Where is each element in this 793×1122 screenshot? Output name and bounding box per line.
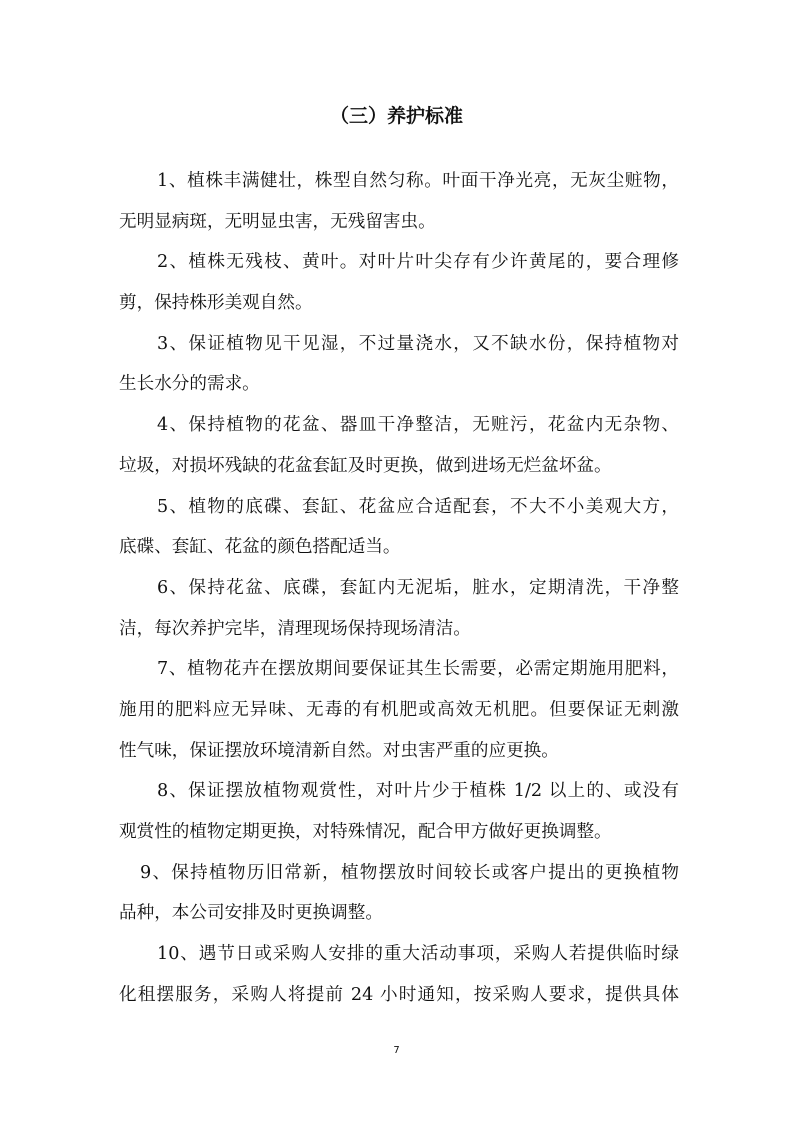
paragraph-8 [119,771,679,852]
text-line: 7、植物花卉在摆放期间要保证其生长需要，必需定期施用肥料， [157,659,679,680]
text-line: 4、保持植物的花盆、器皿干净整洁，无赃污，花盆内无杂物、 [157,415,679,436]
paragraph-9 [119,853,679,934]
text-line: 施用的肥料应无异味、无毒的有机肥或高效无机肥。但要保证无刺激 [119,699,679,720]
paragraph-5 [119,487,679,568]
text-line: 垃圾，对损坏残缺的花盆套缸及时更换，做到进场无烂盆坏盆。 [119,455,612,476]
text-line: 3、保证植物见干见湿，不过量浇水，又不缺水份，保持植物对 [157,333,679,354]
paragraph-2 [119,242,679,323]
section-title: （三）养护标准 [329,105,463,127]
page-number: 7 [393,1045,400,1056]
paragraph-4 [119,405,679,486]
paragraph-1 [119,161,679,242]
paragraph-3 [119,324,679,405]
text-line: 6、保持花盆、底碟，套缸内无泥垢，脏水，定期清洗，干净整 [157,577,679,598]
text-line: 9、保持植物历旧常新，植物摆放时间较长或客户提出的更换植物 [140,862,679,883]
paragraph-10 [119,934,679,1015]
text-line: 无明显病斑，无明显虫害，无残留害虫。 [119,211,436,232]
text-line: 品种，本公司安排及时更换调整。 [119,903,383,924]
text-line: 10、遇节日或采购人安排的重大活动事项，采购人若提供临时绿 [157,944,679,965]
document-body [119,161,679,1015]
text-line: 5、植物的底碟、套缸、花盆应合适配套，不大不小美观大方， [157,496,679,517]
text-line: 剪，保持株形美观自然。 [119,293,313,314]
text-line: 1、植株丰满健壮，株型自然匀称。叶面干净光亮，无灰尘赃物， [157,171,679,191]
text-line: 观赏性的植物定期更换，对特殊情况，配合甲方做好更换调整。 [119,822,612,842]
text-line: 底碟、套缸、花盆的颜色搭配适当。 [119,537,401,558]
text-line: 性气味，保证摆放环境清新自然。对虫害严重的应更换。 [119,740,559,761]
paragraph-6 [119,568,679,649]
text-line: 8、保证摆放植物观赏性，对叶片少于植株 1/2 以上的、或没有 [157,781,679,802]
paragraph-7 [119,649,679,771]
text-line: 化租摆服务，采购人将提前 24 小时通知，按采购人要求，提供具体 [119,984,679,1005]
text-line: 生长水分的需求。 [119,374,260,395]
text-line: 2、植株无残枝、黄叶。对叶片叶尖存有少许黄尾的，要合理修 [157,252,679,273]
text-line: 洁，每次养护完毕，清理现场保持现场清洁。 [119,618,471,639]
